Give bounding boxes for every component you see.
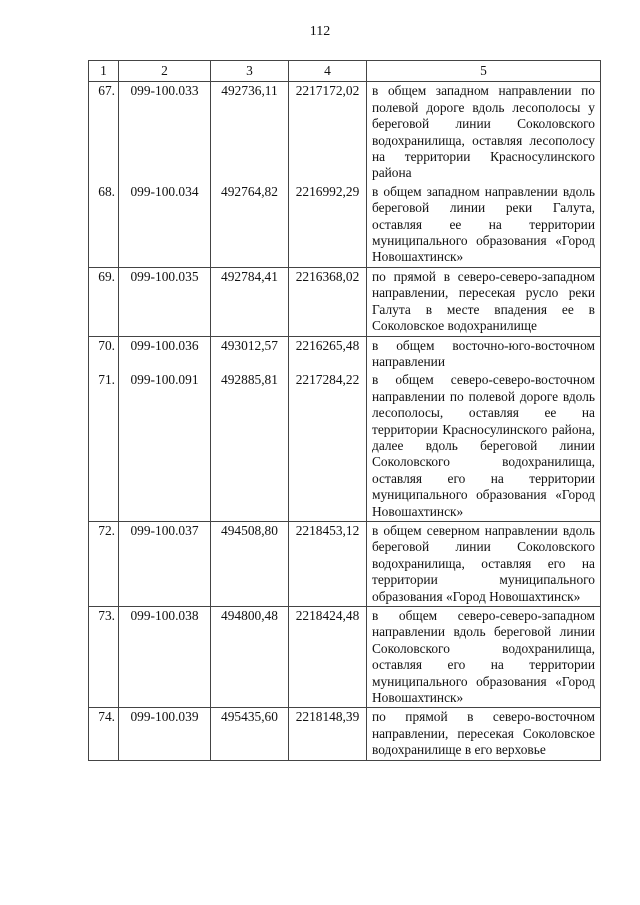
table-row [89,521,601,606]
row-number: 74. [89,708,119,760]
table-row [89,708,601,760]
coordinate-x: 494800,48 [211,607,289,708]
coordinate-y: 2216992,29 [289,183,367,268]
point-code: 099-100.033 [119,82,211,183]
table-row [89,82,601,183]
header-col-4: 4 [289,61,367,82]
coordinate-y: 2218148,39 [289,708,367,760]
direction-description: по прямой в северо-восточном направлении, пересекая Соколовское водохранилище в его верховье [367,708,601,760]
coordinate-x: 493012,57 [211,336,289,371]
point-code: 099-100.034 [119,183,211,268]
coordinate-y: 2217172,02 [289,82,367,183]
point-code: 099-100.036 [119,336,211,371]
point-code: 099-100.039 [119,708,211,760]
table-row [89,371,601,521]
row-number: 72. [89,521,119,606]
row-number: 73. [89,607,119,708]
row-number: 68. [89,183,119,268]
boundary-points-table [88,60,601,761]
row-number: 71. [89,371,119,521]
coordinate-x: 492885,81 [211,371,289,521]
coordinate-y: 2218424,48 [289,607,367,708]
table-row [89,267,601,336]
direction-description: в общем западном направлении вдоль береговой линии реки Галута, оставляя ее на территории муниципального образования «Город Новошахтинск» [367,183,601,268]
coordinate-x: 492784,41 [211,267,289,336]
header-col-3: 3 [211,61,289,82]
header-col-1: 1 [89,61,119,82]
direction-description: в общем восточно-юго-восточном направлении [367,336,601,371]
table-row [89,336,601,371]
direction-description: по прямой в северо-северо-западном направлении, пересекая русло реки Галута в месте впадения ее в Соколовское водохранилище [367,267,601,336]
point-code: 099-100.038 [119,607,211,708]
coordinate-x: 495435,60 [211,708,289,760]
row-number: 70. [89,336,119,371]
table-row [89,607,601,708]
header-col-2: 2 [119,61,211,82]
direction-description: в общем северо-северо-восточном направлении по полевой дороге вдоль лесополосы, оставляя ее на территории Красносулинского района, далее вдоль береговой линии Соколовского водохранилища, оставляя его на территории муниципального образования «Город Новошахтинск» [367,371,601,521]
direction-description: в общем северном направлении вдоль береговой линии Соколовского водохранилища, оставляя его на территории муниципального образования «Город Новошахтинск» [367,521,601,606]
coordinate-y: 2218453,12 [289,521,367,606]
coordinate-y: 2216265,48 [289,336,367,371]
direction-description: в общем западном направлении по полевой дороге вдоль лесополосы у береговой линии Соколовского водохранилища, оставляя лесополосу на территории Красносулинского района [367,82,601,183]
row-number: 69. [89,267,119,336]
table-header-row [89,61,601,82]
coordinate-x: 492764,82 [211,183,289,268]
coordinate-y: 2217284,22 [289,371,367,521]
page-number: 112 [309,24,331,39]
point-code: 099-100.091 [119,371,211,521]
point-code: 099-100.035 [119,267,211,336]
header-col-5: 5 [367,61,601,82]
coordinate-x: 494508,80 [211,521,289,606]
table-row [89,183,601,268]
point-code: 099-100.037 [119,521,211,606]
coordinate-y: 2216368,02 [289,267,367,336]
direction-description: в общем северо-северо-западном направлении вдоль береговой линии Соколовского водохранилища, оставляя его на территории муниципального образования «Город Новошахтинск» [367,607,601,708]
row-number: 67. [89,82,119,183]
coordinate-x: 492736,11 [211,82,289,183]
